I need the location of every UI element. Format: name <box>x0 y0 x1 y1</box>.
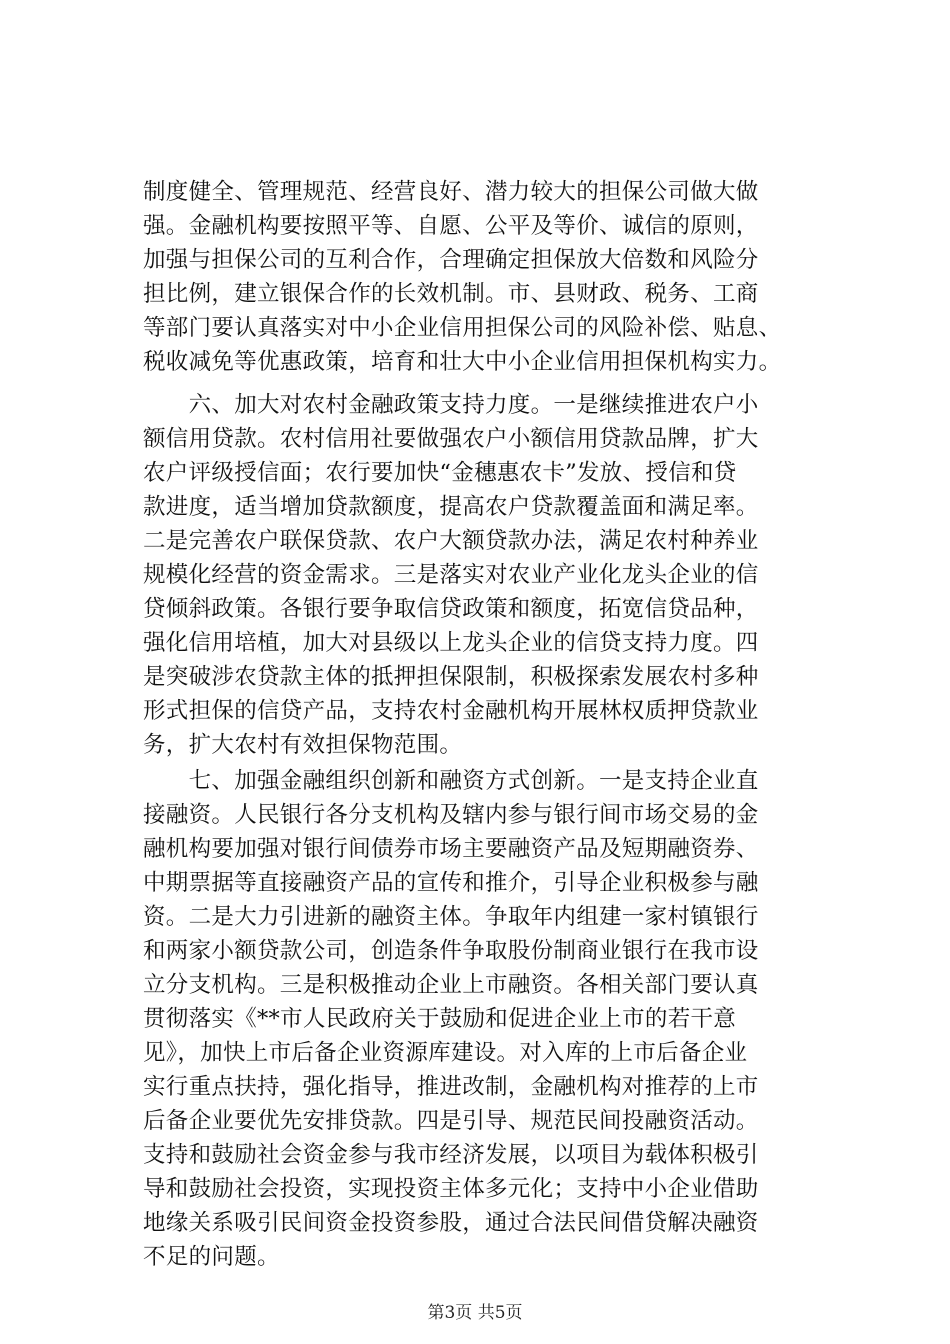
text-line: 立分支机构。三是积极推动企业上市融资。各相关部门要认真 <box>143 972 759 998</box>
text-line: 规模化经营的资金需求。三是落实对农业产业化龙头企业的信 <box>143 562 759 588</box>
text-line: 形式担保的信贷产品，支持农村金融机构开展林权质押贷款业 <box>143 698 759 724</box>
text-line: 融机构要加强对银行间债券市场主要融资产品及短期融资券、 <box>143 836 759 862</box>
text-line: 加强与担保公司的互利合作，合理确定担保放大倍数和风险分 <box>143 247 759 273</box>
text-line: 务，扩大农村有效担保物范围。 <box>143 732 463 758</box>
text-line: 强化信用培植，加大对县级以上龙头企业的信贷支持力度。四 <box>143 630 759 656</box>
text-line: 后备企业要优先安排贷款。四是引导、规范民间投融资活动。 <box>143 1108 759 1134</box>
text-line: 制度健全、管理规范、经营良好、潜力较大的担保公司做大做 <box>143 179 759 205</box>
text-line: 税收减免等优惠政策，培育和壮大中小企业信用担保机构实力。 <box>143 349 782 375</box>
text-line: 和两家小额贷款公司，创造条件争取股份制商业银行在我市设 <box>143 938 759 964</box>
text-line: 资。二是大力引进新的融资主体。争取年内组建一家村镇银行 <box>143 904 759 930</box>
text-line: 实行重点扶持，强化指导，推进改制，金融机构对推荐的上市 <box>143 1074 759 1100</box>
text-line: 支持和鼓励社会资金参与我市经济发展，以项目为载体积极引 <box>143 1142 759 1168</box>
text-line: 见》，加快上市后备企业资源库建设。对入库的上市后备企业 <box>143 1040 748 1066</box>
text-line: 贯彻落实《**市人民政府关于鼓励和促进企业上市的若干意 <box>143 1006 737 1032</box>
text-line: 地缘关系吸引民间资金投资参股，通过合法民间借贷解决融资 <box>143 1210 759 1236</box>
text-line: 强。金融机构要按照平等、自愿、公平及等价、诚信的原则， <box>143 213 759 239</box>
text-line: 额信用贷款。农村信用社要做强农户小额信用贷款品牌，扩大 <box>143 426 759 452</box>
page-number-footer: 第3页 共5页 <box>427 1303 523 1323</box>
text-line: 七、加强金融组织创新和融资方式创新。一是支持企业直 <box>143 768 759 794</box>
text-line: 二是完善农户联保贷款、农户大额贷款办法，满足农村种养业 <box>143 528 759 554</box>
text-line: 担比例，建立银保合作的长效机制。市、县财政、税务、工商 <box>143 281 759 307</box>
text-line: 是突破涉农贷款主体的抵押担保限制，积极探索发展农村多种 <box>143 664 759 690</box>
text-line: 贷倾斜政策。各银行要争取信贷政策和额度，拓宽信贷品种， <box>143 596 759 622</box>
text-line: 不足的问题。 <box>143 1244 280 1270</box>
text-line: 款进度，适当增加贷款额度，提高农户贷款覆盖面和满足率。 <box>143 494 759 520</box>
text-line: 六、加大对农村金融政策支持力度。一是继续推进农户小 <box>143 392 759 418</box>
text-line: 农户评级授信面；农行要加快“金穗惠农卡”发放、授信和贷 <box>143 460 737 486</box>
text-line: 等部门要认真落实对中小企业信用担保公司的风险补偿、贴息、 <box>143 315 782 341</box>
text-line: 中期票据等直接融资产品的宣传和推介，引导企业积极参与融 <box>143 870 759 896</box>
text-line: 接融资。人民银行各分支机构及辖内参与银行间市场交易的金 <box>143 802 759 828</box>
text-line: 导和鼓励社会投资，实现投资主体多元化；支持中小企业借助 <box>143 1176 759 1202</box>
